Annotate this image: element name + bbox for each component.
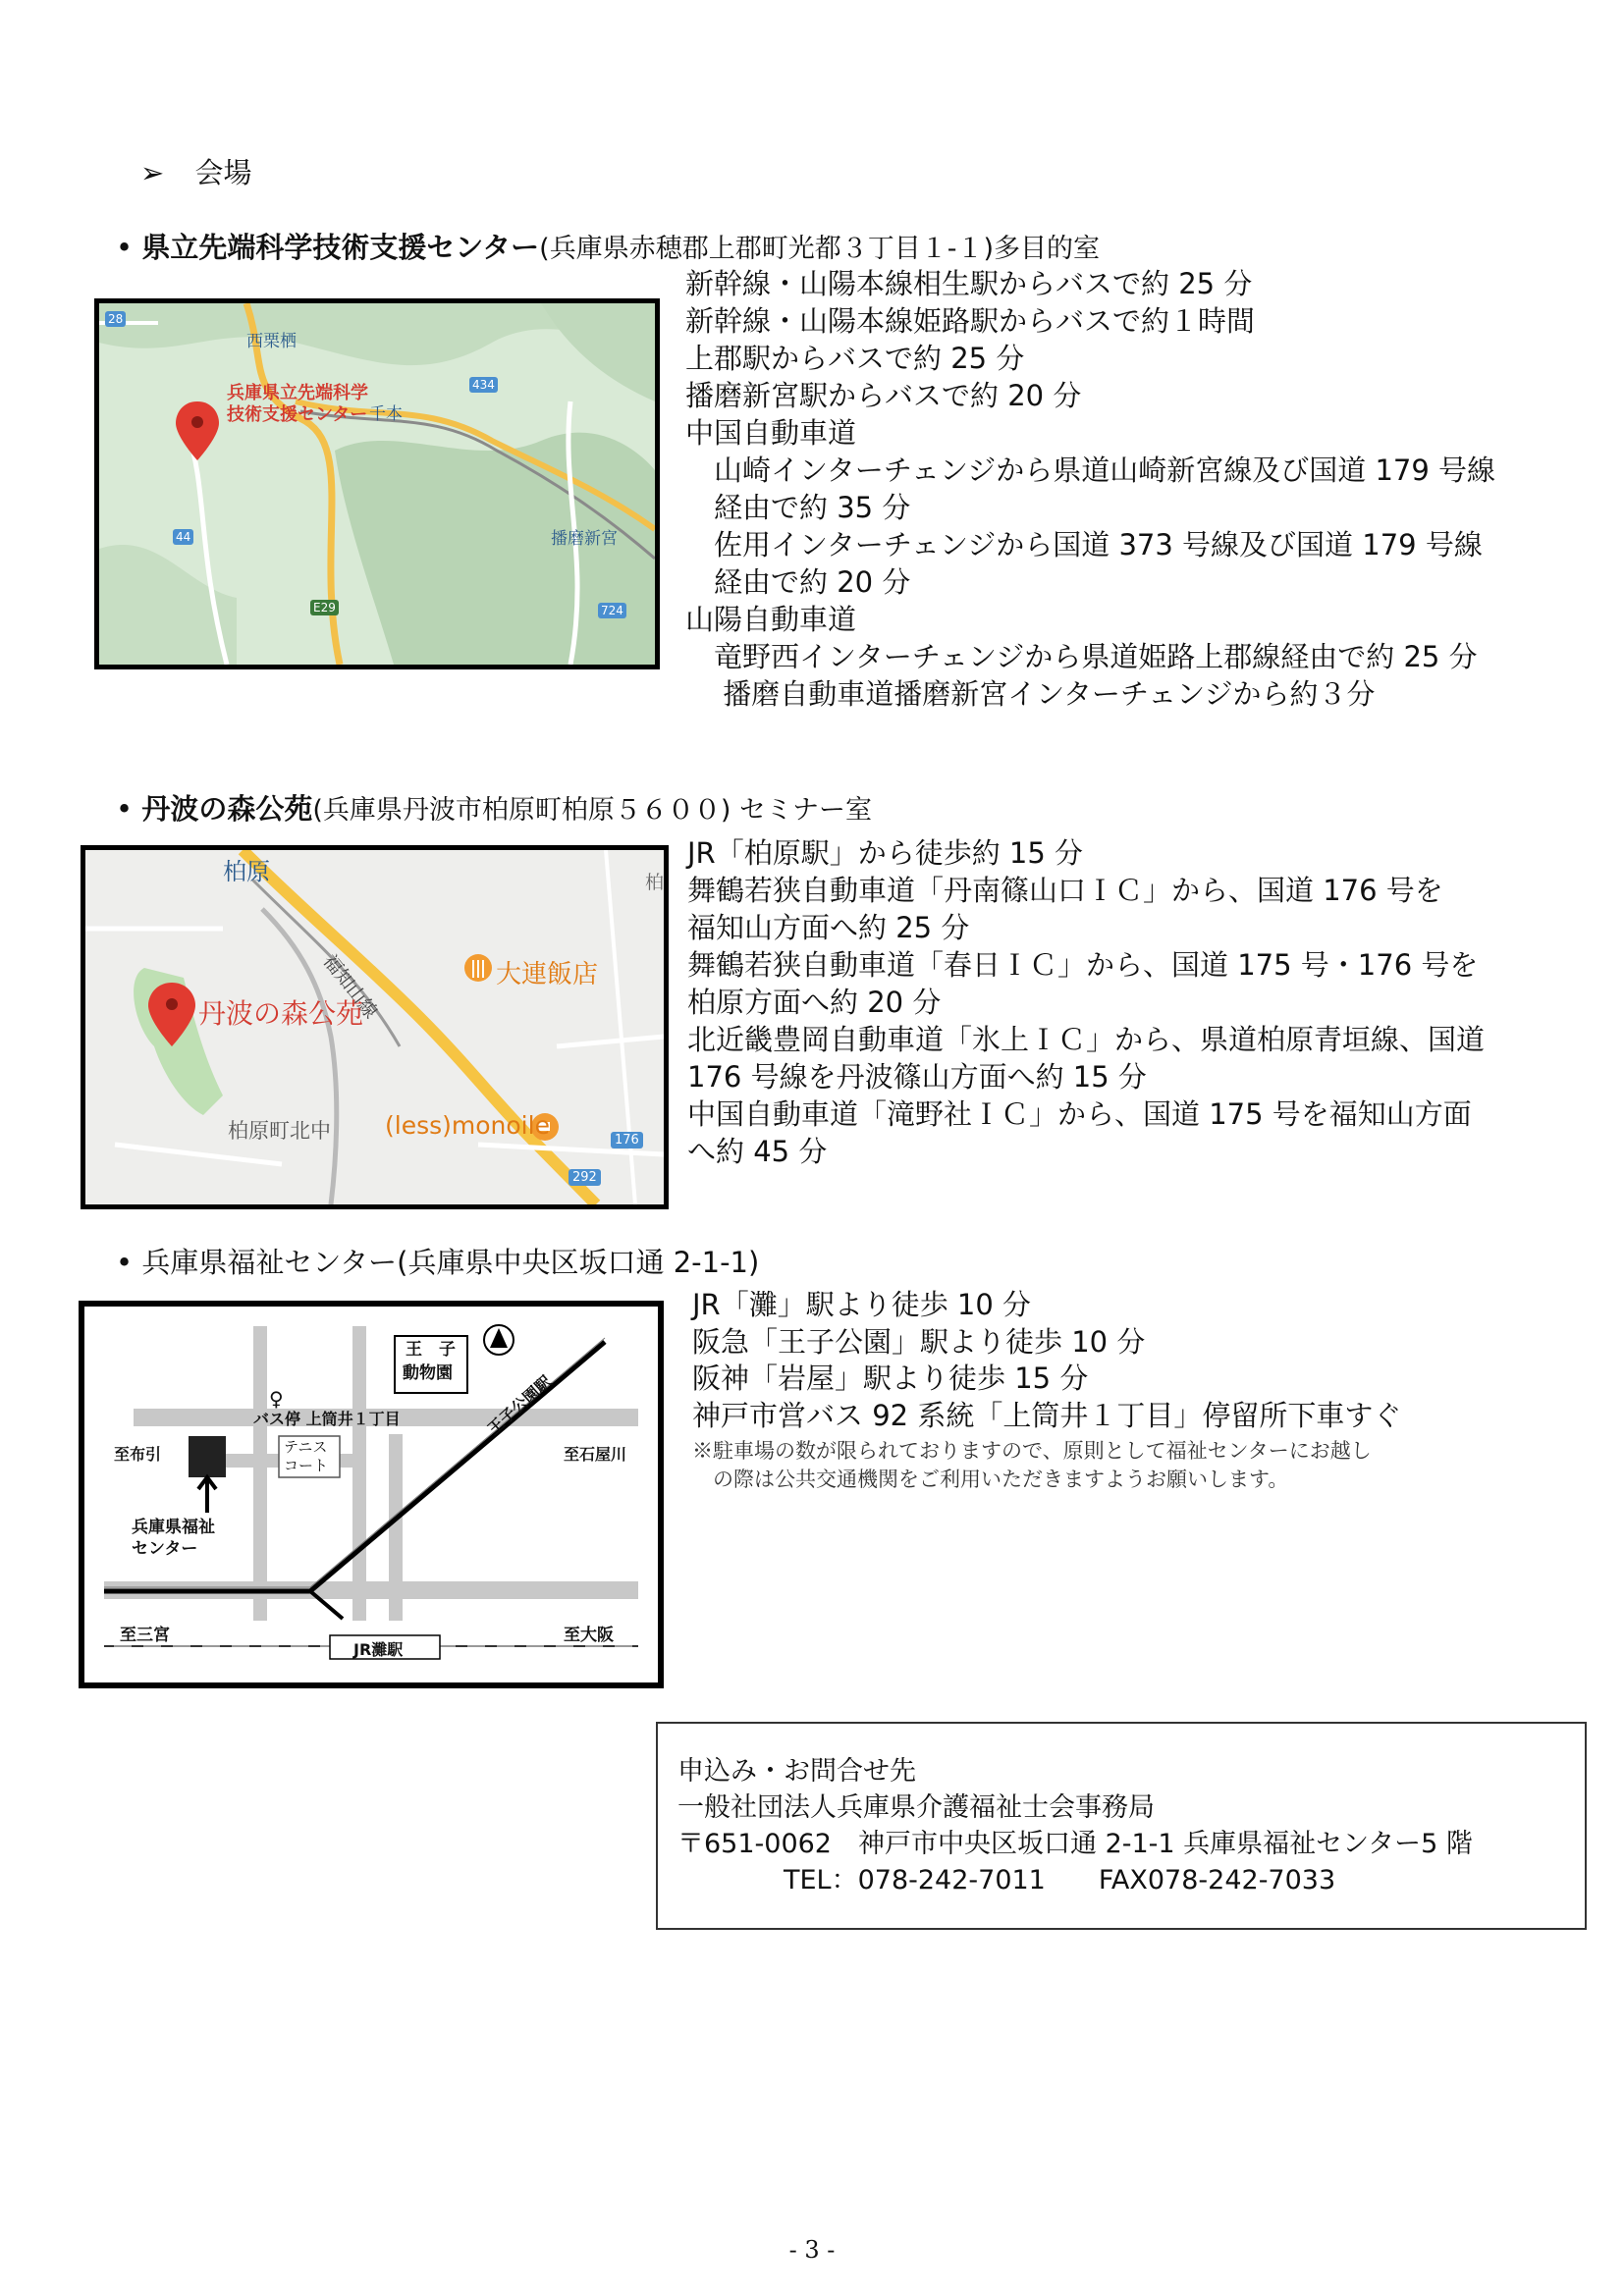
venue3-map-center-1: 兵庫県福祉 — [132, 1518, 215, 1537]
venue3-notes — [692, 1437, 1372, 1494]
bus-stop-icon: ♀ — [269, 1387, 284, 1411]
venue1-access-line: 経由で約 35 分 — [685, 491, 911, 524]
venue3-heading — [116, 1244, 759, 1281]
venue3-map — [79, 1301, 664, 1688]
arrow-icon: ➢ — [140, 156, 165, 189]
venue1-map — [94, 298, 660, 669]
venue1-map-route-724: 724 — [598, 603, 626, 618]
venue2-access-line: 舞鶴若狭自動車道「春日ＩＣ」から、国道 175 号・176 号を — [687, 948, 1479, 982]
section-header — [140, 154, 252, 191]
venue2-access-line: 176 号線を丹波篠山方面へ約 15 分 — [687, 1060, 1147, 1094]
venue1-map-station-2: 千本 — [369, 404, 403, 424]
venue3-address: (兵庫県中央区坂口通 2-1-1) — [397, 1246, 760, 1279]
venue1-access-line: 佐用インターチェンジから国道 373 号線及び国道 179 号線 — [685, 528, 1483, 561]
venue3-map-bus-stop: バス停 上筒井１丁目 — [253, 1410, 401, 1428]
venue3-map-zoo-1: 王 子 — [406, 1340, 456, 1360]
venue1-address: (兵庫県赤穂郡上郡町光都３丁目１-１)多目的室 — [539, 234, 1100, 264]
venue1-access-line: 播磨自動車道播磨新宮インターチェンジから約３分 — [685, 677, 1376, 711]
venue3-map-jr-nada: JR灘駅 — [353, 1640, 404, 1659]
venue2-map-cafe: (less)monoile — [385, 1111, 550, 1140]
contact-address: 〒651-0062 神戸市中央区坂口通 2-1-1 兵庫県福祉センター5 階 — [677, 1829, 1473, 1859]
contact-title: 申込み・お問合せ先 — [677, 1756, 916, 1787]
venue1-access-list — [685, 265, 1495, 713]
venue3-access-line: 阪急「王子公園」駅より徒歩 10 分 — [692, 1324, 1146, 1359]
venue3-map-tennis-1: テニス — [284, 1438, 328, 1456]
contact-org: 一般社団法人兵庫県介護福祉士会事務局 — [677, 1792, 1155, 1823]
venue3-access-line: 神戸市営バス 92 系統「上筒井１丁目」停留所下車すぐ — [692, 1398, 1402, 1432]
venue2-access-line: 福知山方面へ約 25 分 — [687, 911, 970, 944]
venue2-access-line: 中国自動車道「滝野社ＩＣ」から、国道 175 号を福知山方面 — [687, 1097, 1472, 1131]
venue2-heading — [116, 790, 872, 829]
venue1-access-line: 山崎インターチェンジから県道山崎新宮線及び国道 179 号線 — [685, 454, 1496, 487]
page-number: - 3 - — [788, 2236, 836, 2264]
venue2-access-line: JR「柏原駅」から徒歩約 15 分 — [687, 836, 1084, 870]
venue2-map-route-292: 292 — [568, 1169, 601, 1186]
venue2-map-pin-label: 丹波の森公苑 — [198, 997, 364, 1030]
venue1-map-station-3: 播磨新宮 — [551, 529, 618, 549]
venue1-heading — [116, 229, 1100, 268]
bullet-icon: • — [116, 231, 134, 264]
venue3-note-line: ※駐車場の数が限られておりますので、原則として福祉センターにお越し — [692, 1439, 1372, 1463]
venue1-access-line: 中国自動車道 — [685, 416, 857, 450]
venue1-access-line: 上郡駅からバスで約 25 分 — [685, 342, 1025, 375]
venue1-access-line: 竜野西インターチェンジから県道姫路上郡線経由で約 25 分 — [685, 640, 1478, 673]
venue1-map-route-44: 44 — [173, 529, 193, 545]
venue3-map-to-sannomiya: 至三宮 — [120, 1626, 170, 1645]
venue3-access-line: 阪神「岩屋」駅より徒歩 15 分 — [692, 1362, 1089, 1395]
venue3-access-list — [692, 1287, 1401, 1434]
venue1-name: 県立先端科学技術支援センター — [141, 231, 540, 264]
venue2-name: 丹波の森公苑 — [141, 792, 313, 826]
venue3-map-to-ishiyagawa: 至石屋川 — [564, 1445, 627, 1464]
venue2-access-line: 柏原方面へ約 20 分 — [687, 986, 942, 1019]
venue1-access-line: 山陽自動車道 — [685, 603, 857, 636]
venue3-map-center-2: センター — [132, 1539, 198, 1559]
venue1-access-line: 経由で約 20 分 — [685, 565, 911, 599]
venue2-access-line: へ約 45 分 — [687, 1135, 828, 1168]
venue3-access-line: JR「灘」駅より徒歩 10 分 — [692, 1288, 1032, 1321]
venue3-map-station-hankyu: 王子公園駅 — [484, 1371, 556, 1439]
venue1-access-line: 新幹線・山陽本線相生駅からバスで約 25 分 — [685, 267, 1253, 300]
venue1-access-line: 新幹線・山陽本線姫路駅からバスで約１時間 — [685, 304, 1256, 338]
venue2-address: (兵庫県丹波市柏原町柏原５６００) セミナー室 — [312, 795, 872, 826]
venue2-map-station: 柏原 — [223, 858, 270, 885]
bullet-icon: • — [116, 792, 134, 826]
venue1-map-pin-label-2: 技術支援センター — [227, 404, 368, 425]
venue1-map-route-28: 28 — [105, 311, 126, 327]
venue2-map-area: 柏原町北中 — [228, 1119, 331, 1143]
venue2-map-restaurant: 大連飯店 — [496, 960, 599, 989]
venue3-map-zoo-2: 動物園 — [403, 1363, 453, 1383]
venue1-map-route-434: 434 — [469, 377, 498, 393]
venue2-access-line: 舞鶴若狭自動車道「丹南篠山口ＩＣ」から、国道 176 号を — [687, 874, 1443, 907]
venue3-map-tennis-2: コート — [284, 1457, 329, 1474]
venue2-access-list — [687, 834, 1485, 1170]
venue2-map-line: 福知山線 — [318, 950, 382, 1023]
venue1-map-station-1: 西栗栖 — [246, 332, 297, 351]
venue1-map-pin-label-1: 兵庫県立先端科学 — [227, 383, 368, 403]
venue2-map — [81, 845, 669, 1209]
venue2-map-route-176: 176 — [611, 1132, 643, 1148]
bullet-icon: • — [116, 1246, 134, 1279]
venue2-access-line: 北近畿豊岡自動車道「氷上ＩＣ」から、県道柏原青垣線、国道 — [687, 1023, 1486, 1056]
venue1-map-route-e29: E29 — [310, 600, 339, 615]
venue2-map-edge-char: 柏 — [645, 872, 665, 893]
contact-phone: TEL：078-242-7011 FAX078-242-7033 — [677, 1865, 1336, 1896]
section-title: 会場 — [194, 156, 252, 189]
venue3-map-to-osaka: 至大阪 — [564, 1626, 614, 1645]
contact-box — [656, 1722, 1587, 1930]
venue3-map-to-nunobiki: 至布引 — [114, 1445, 162, 1464]
venue3-note-line: の際は公共交通機関をご利用いただきますようお願いします。 — [692, 1468, 1289, 1491]
venue1-access-line: 播磨新宮駅からバスで約 20 分 — [685, 379, 1082, 412]
venue3-name: 兵庫県福祉センター — [141, 1246, 398, 1279]
